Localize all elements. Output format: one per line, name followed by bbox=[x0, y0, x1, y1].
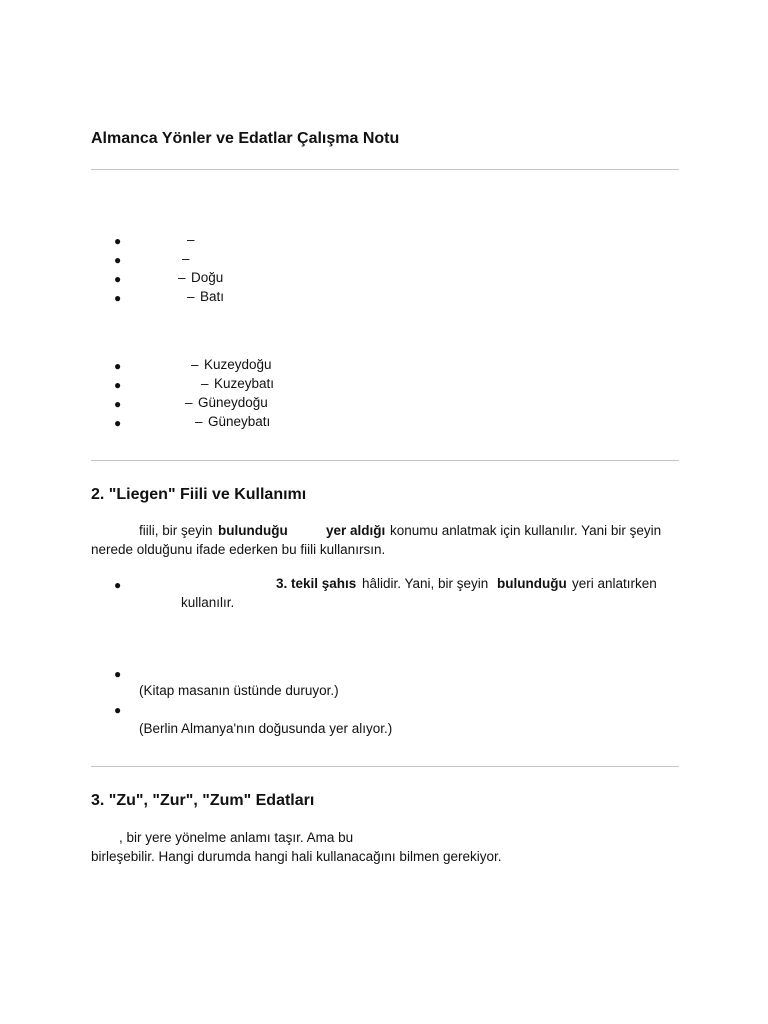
bullet-icon: ● bbox=[114, 578, 122, 592]
direction-text: Batı bbox=[200, 289, 225, 304]
direction-text: Kuzeydoğu bbox=[204, 357, 272, 372]
bullet-icon: ● bbox=[114, 291, 122, 305]
direction-dash: – bbox=[187, 232, 195, 247]
bullet-icon: ● bbox=[114, 667, 122, 681]
page-title: Almanca Yönler ve Edatlar Çalışma Notu bbox=[91, 130, 400, 147]
paragraph-text: , bir yere yönelme anlamı taşır. Ama bu bbox=[119, 830, 354, 845]
bullet-icon: ● bbox=[114, 416, 122, 430]
divider bbox=[91, 169, 679, 170]
direction-dash: – bbox=[178, 270, 186, 285]
direction-text: Kuzeybatı bbox=[214, 376, 275, 391]
bullet-bold: 3. tekil şahıs bbox=[276, 576, 357, 591]
direction-text: Doğu bbox=[191, 270, 224, 285]
example-translation: (Kitap masanın üstünde duruyor.) bbox=[139, 683, 339, 698]
bullet-icon: ● bbox=[114, 272, 122, 286]
bullet-icon: ● bbox=[114, 378, 122, 392]
bullet-bold: bulunduğu bbox=[497, 576, 567, 591]
paragraph-bold: bulunduğu bbox=[218, 523, 288, 538]
direction-dash: – bbox=[201, 376, 209, 391]
bullet-icon: ● bbox=[114, 703, 122, 717]
paragraph-text: nerede olduğunu ifade ederken bu fiili kullanırsın. bbox=[91, 542, 386, 557]
bullet-text: yeri anlatırken bbox=[572, 576, 657, 591]
direction-text: Güneybatı bbox=[208, 414, 271, 429]
bullet-icon: ● bbox=[114, 234, 122, 248]
direction-dash: – bbox=[182, 251, 190, 266]
direction-dash: – bbox=[187, 289, 195, 304]
direction-text: Güneydoğu bbox=[198, 395, 268, 410]
bullet-text: kullanılır. bbox=[181, 595, 235, 610]
paragraph-text: konumu anlatmak için kullanılır. Yani bir şeyin bbox=[390, 523, 662, 538]
paragraph-text: birleşebilir. Hangi durumda hangi hali kullanacağını bilmen gerekiyor. bbox=[91, 849, 502, 864]
direction-dash: – bbox=[191, 357, 199, 372]
example-translation: (Berlin Almanya'nın doğusunda yer alıyor.) bbox=[139, 721, 393, 736]
divider bbox=[91, 766, 679, 767]
section-heading: 3. "Zu", "Zur", "Zum" Edatları bbox=[91, 792, 315, 809]
bullet-icon: ● bbox=[114, 397, 122, 411]
bullet-text: hâlidir. Yani, bir şeyin bbox=[362, 576, 489, 591]
paragraph-text: fiili, bir şeyin bbox=[139, 523, 213, 538]
direction-dash: – bbox=[195, 414, 203, 429]
section-heading: 2. "Liegen" Fiili ve Kullanımı bbox=[91, 486, 307, 503]
paragraph-bold: yer aldığı bbox=[326, 523, 386, 538]
direction-dash: – bbox=[185, 395, 193, 410]
bullet-icon: ● bbox=[114, 359, 122, 373]
bullet-icon: ● bbox=[114, 253, 122, 267]
divider bbox=[91, 460, 679, 461]
